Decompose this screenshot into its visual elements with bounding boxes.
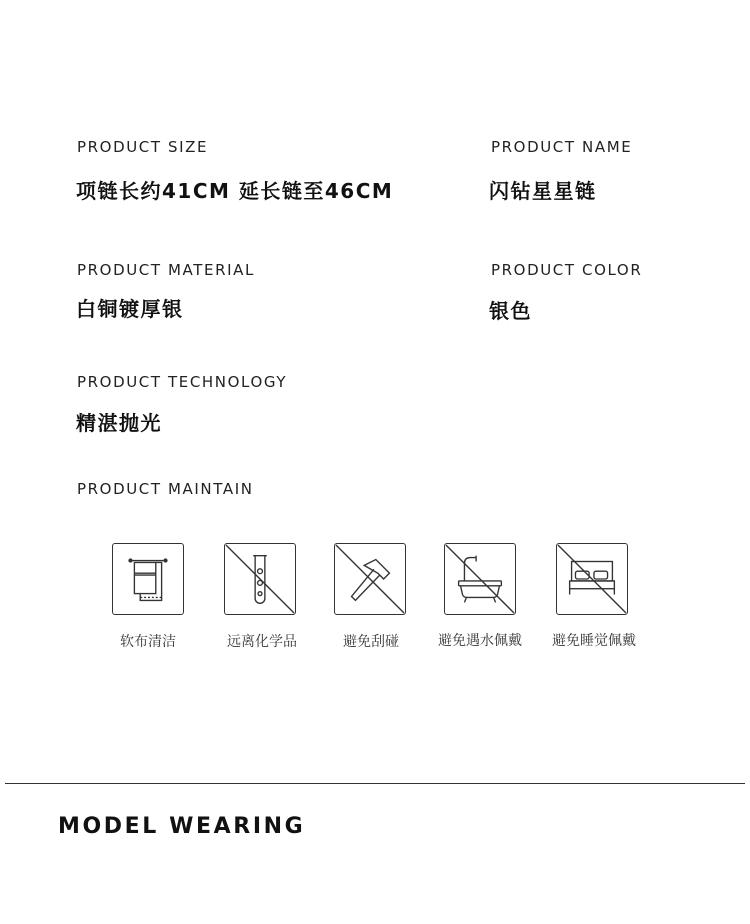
section-divider xyxy=(5,783,745,784)
size-label: PRODUCT SIZE xyxy=(77,138,209,156)
care-label-soft-cloth: 软布清洁 xyxy=(120,634,176,650)
maintain-label: PRODUCT MAINTAIN xyxy=(77,480,254,498)
size-value: 项链长约41CM 延长链至46CM xyxy=(76,179,394,203)
no-scratch-hammer-icon xyxy=(334,543,406,615)
care-label-sleep: 避免睡觉佩戴 xyxy=(552,633,636,649)
name-value: 闪钻星星链 xyxy=(489,179,597,203)
color-value: 银色 xyxy=(489,299,532,323)
technology-value: 精湛抛光 xyxy=(76,411,162,435)
technology-label: PRODUCT TECHNOLOGY xyxy=(77,373,288,391)
no-water-bathtub-icon xyxy=(444,543,516,615)
towel-icon xyxy=(112,543,184,615)
no-sleep-bed-icon xyxy=(556,543,628,615)
color-label: PRODUCT COLOR xyxy=(491,261,643,279)
model-wearing-title: MODEL WEARING xyxy=(58,814,306,839)
no-chemicals-icon xyxy=(224,543,296,615)
name-label: PRODUCT NAME xyxy=(491,138,633,156)
care-label-chemicals: 远离化学品 xyxy=(227,634,297,650)
care-label-water: 避免遇水佩戴 xyxy=(438,633,522,649)
material-label: PRODUCT MATERIAL xyxy=(77,261,255,279)
care-label-scratch: 避免刮碰 xyxy=(343,634,399,650)
material-value: 白铜镀厚银 xyxy=(76,297,184,321)
